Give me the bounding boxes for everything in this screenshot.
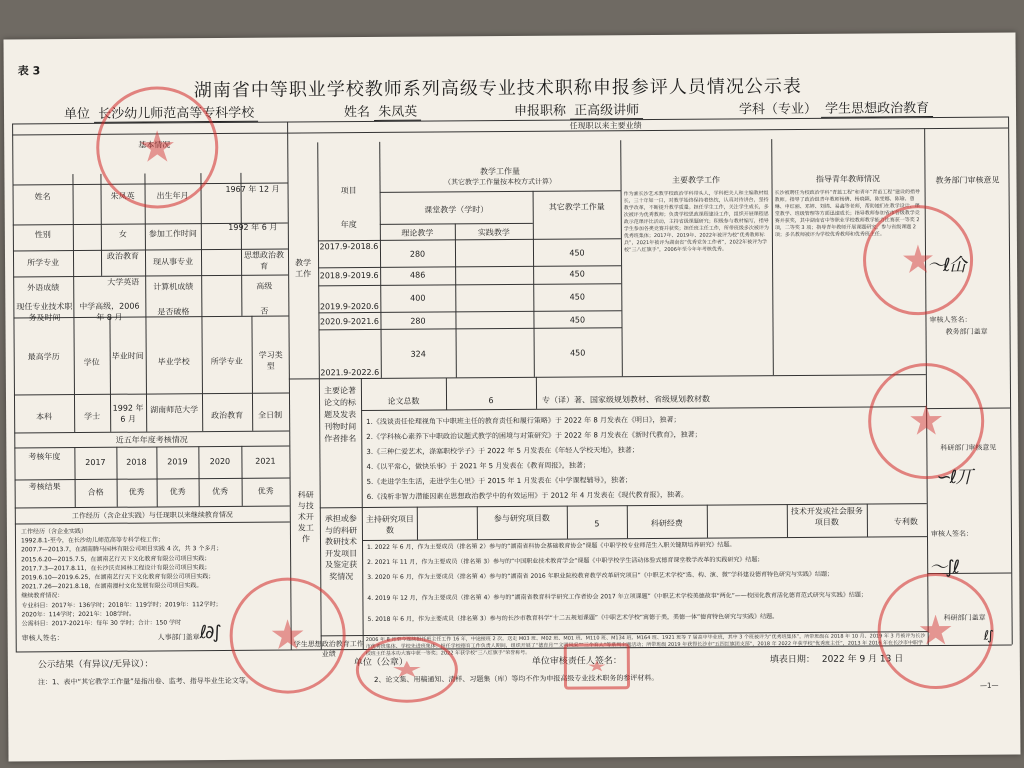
teaching-label: 教学工作 (295, 258, 312, 279)
list-item: 3.《三种仁爱艺术，涤塞职校学子》于 2022 年 5 月发表在《年轻人学校天地》，独著； (366, 446, 639, 457)
edu-value-5: 全日制 (258, 410, 283, 420)
student-work-label: 学生思想政治教育工作业绩 (293, 640, 364, 659)
project-label: 项目 (340, 186, 357, 196)
value-work-start: 1992 年 6 月 (228, 222, 278, 232)
label-language: 外语成绩 (27, 283, 60, 293)
name-seal-stamp (564, 643, 630, 689)
list-item: 4. 2019 年 12 月，作为主要成员（排名第 4）参与的“湖南省教育科学研究工作者协会 2017 年立项课题”《中职艺术学校美德故事“两化”——校园化教育活化德育范式研究与实践》结题； (367, 591, 867, 603)
guide-label: 指导青年教师情况 (815, 174, 881, 184)
row-practice (455, 269, 533, 270)
assess-year-1: 2018 (126, 457, 147, 467)
edu-header-3: 毕业学校 (157, 357, 190, 367)
name-field (344, 101, 421, 121)
leader-sign-label: 单位审核责任人签名： (531, 656, 622, 667)
edu-value-2: 1992 年 6 月 (112, 403, 144, 424)
reviewer-sign-label-2: 审核人签名： (930, 529, 973, 539)
label-work-start: 参加工作时间 (148, 229, 197, 239)
date-value: 2022 年 9 月 13 日 (821, 654, 904, 665)
handwritten-signature: ∽ℓ丌 (936, 466, 972, 489)
proj-header-patent: 专利数 (893, 517, 918, 527)
row-year: 2021.9-2022.6 (320, 367, 380, 378)
basic-section-title: 基本情况 (138, 140, 171, 150)
list-item: 5. 2018 年 6 月，作为主要成员（排名第 3）参与的长沙市教育科学“十二五规划课题”《中职艺术学校“寓德于美，美德一体”德育特色研究与实践》结题。 (367, 613, 779, 624)
hr-seal-label: 人事部门盖章 (157, 633, 200, 642)
list-item: 2.《学科核心素养下中职政治议题式教学的困境与对策研究》于 2022 年 8 月发表在《新时代教育》，独著； (366, 430, 702, 442)
row-practice (455, 248, 533, 249)
page-title: 湖南省中等职业学校教师系列高级专业技术职称申报参评人员情况公示表 (193, 75, 802, 102)
row-other: 450 (569, 269, 585, 279)
row-practice (455, 315, 533, 316)
main-work-label: 主要教学工作 (671, 175, 721, 185)
history-section-title: 工作经历（含企业实践）与任现职以来继续教育情况 (71, 510, 233, 521)
year-label: 年度 (340, 220, 357, 230)
assess-result-4: 优秀 (257, 486, 274, 496)
sci-dept-label: 科研部门审核意见 (940, 443, 997, 453)
assess-section-title: 近五年年度考核情况 (115, 435, 188, 445)
proj-header-join: 参与研究项目数 (493, 513, 550, 524)
name-label: 姓名 (343, 104, 371, 121)
row-theory: 400 (410, 293, 426, 303)
edu-header-5: 学习类型 (258, 350, 283, 371)
handwritten-signature: ℓ∫ (983, 628, 992, 644)
label-current-major: 现从事专业 (153, 257, 194, 267)
label-birth: 出生年月 (156, 191, 189, 201)
note-1: 注：1、表中“其它教学工作量”是指出卷、监考、指导毕业生论文等。 (37, 676, 253, 687)
edu-header-2: 毕业时间 (111, 351, 144, 361)
apply-title-label: 申报职称 (513, 103, 567, 119)
value-major: 政治教育 (106, 251, 140, 261)
handwritten-signature: ℓ∂∫ (199, 622, 220, 644)
history-text: 工作经历（含企业实践） 1992.8.1-至今，在长沙幼儿师范高等专科学校工作； 2007.7—2013.7，在湖南腾马园林有限公司项目实践 4 次，共 3 个多月； 2015.6.20—2015.7.5，在湖南艺行天下文化教育有限公司项目实践； 2017.7.3—2017.8.11，在长沙沃克园林工程设计有限公司项目实践； 2019.6.10—2019.6.25，在湖南艺行天下文化教育有限公司项目实践； 2021.7.26—2021.8.18，在湖南漫村文化发展有限公司项目实践。 继续教育情况： 专业科目：2017年：136学时；2018年：119学时；2019年：112学时； 2020年：114学时；2021年：108学时。 公需科目：2017-2021年：每年 30 学时；合计：150 学时 (20, 527, 223, 628)
proj-value-fund (707, 517, 787, 518)
paper-section-label: 主要论著论文的标题及发表刊物时间作者排名 (323, 386, 357, 444)
duty-section-title: 任现职以来主要业绩 (569, 121, 642, 131)
handwritten-signature: 〜∫ℓ (929, 556, 959, 579)
row-year: 2020.9-2021.6 (320, 316, 379, 327)
school-seal-stamp (229, 577, 346, 694)
history-reviewer-label: 审核人签名： (21, 634, 64, 643)
proj-header-fund: 科研经费 (650, 518, 683, 529)
reviewer-sign-label-1: 审核人签名： (929, 315, 972, 325)
list-item: 1. 2022 年 6 月，作为主要成员（排名第 2）参与的“湖南省科协会基础教育协会”课题《中职学校专业师范生入职关键期培养研究》结题。 (367, 541, 736, 552)
row-theory: 486 (409, 270, 426, 280)
edu-value-4: 政治教育 (211, 410, 244, 421)
list-item: 5.《走进学生生活，走进学生心里》于 2015 年 1 月发表在《中学课程辅导》，独著； (366, 476, 632, 487)
proj-header-host: 主持研究项目数 (365, 514, 414, 535)
practice-label: 实践教学 (477, 228, 510, 238)
public-result-label: 公示结果（有异议/无异议）： (37, 659, 154, 671)
edu-value-3: 湖南师范大学 (150, 405, 199, 415)
value-current-major: 思想政治教育 (243, 250, 285, 271)
row-theory: 280 (410, 316, 426, 326)
label-exempt: 是否破格 (157, 307, 190, 317)
paper-count: 6 (488, 396, 494, 406)
theory-label: 理论教学 (401, 228, 434, 238)
value-language: 大学英语 (107, 277, 140, 287)
row-practice (455, 292, 533, 293)
row-practice (456, 348, 534, 349)
label-computer: 计算机成绩 (153, 282, 194, 292)
unit-label: 单位 (63, 106, 91, 123)
label-major: 所学专业 (27, 258, 60, 268)
edu-value-1: 学士 (84, 411, 101, 421)
workload-label: 教学工作量 (479, 166, 520, 177)
project-section-label: 承担或参与的科研教研技术开发项目及鉴定获奖情况 (324, 514, 358, 581)
class-hours-label: 课堂教学（学时） (424, 205, 489, 215)
school-seal-stamp (96, 86, 219, 209)
assess-year-2: 2019 (167, 457, 188, 467)
value-computer: 高级 (256, 281, 273, 291)
dept-seal-label: 教务部门盖章 (945, 327, 988, 336)
value-name: 朱凤英 (110, 191, 135, 201)
edu-header-1: 学位 (83, 357, 100, 367)
main-work-text: 作为素长沙艺术教学校政治学科带头人，学科把关人和主编教材组长，三十年如一日，对教学始终保持着热忱，认真对待讲台，坚持教学改革，不断提升教学质量。担任学生工作，关注学生成长，多次被评为优秀教师；负责学校思政课程建设工作，组织开展课程思政示范课评比活动，主持省级课题研究；积极参与教材编写，指导学生参加各类竞赛并获奖；担任班主任工作，所带班级多次被评为优秀班集体；2017年、2019年、2022年被评为校“优秀教师标兵”，2021年被评为湖南省“优秀党务工作者”，2022年被评为学校“三八红旗手”，2006年至今年年考核优秀。 (623, 190, 769, 254)
label-gender: 性别 (34, 230, 51, 240)
row-other: 450 (569, 315, 586, 325)
row-year: 2019.9-2020.6 (319, 301, 379, 312)
table-grid (3, 32, 1015, 39)
row-other: 450 (569, 248, 585, 258)
subject-label: 学科（专业） (738, 101, 818, 118)
assess-year-0: 2017 (85, 457, 106, 467)
row-other: 450 (570, 348, 586, 358)
assess-result-3: 优秀 (212, 486, 229, 497)
apply-title-field (514, 99, 643, 119)
date-label: 填表日期： (769, 654, 815, 666)
value-birth: 1967 年 12 月 (225, 184, 280, 194)
sci-seal-label: 科研部门盖章 (943, 613, 986, 622)
guide-text: 长沙被聘任为校政治学科“青蓝工程”和青年“青苗工程”建设的指导教师。指导了政治组青年教师杨倩、杨晓颖、陈雯娜、陈瑜、曾琳、申红丽、邓婷、刘锦、易鑫等老师，帮助她们在教学设计、课堂教学、班级管理等方面迅速成长；指导教师参加省市各级教学竞赛并获奖，其中湖南省中等职业学校教师教学能力比赛获一等奖 2 项，二等奖 3 项；指导青年教师开展课题研究，参与省级课题 2 项；多名教师被评为学校优秀教师和优秀班主任。 (774, 189, 920, 239)
school-seal-stamp (877, 573, 994, 690)
label-name: 姓名 (34, 192, 51, 202)
row-theory: 324 (410, 349, 426, 359)
assess-result-0: 合格 (87, 487, 104, 497)
assess-result-1: 优秀 (128, 487, 145, 497)
note-2: 2、论文集、用稿通知、清样、习题集（库）等均不作为申报高级专业技术职务的参评材料。 (373, 673, 659, 684)
assess-result-2: 优秀 (169, 487, 186, 497)
list-item: 4.《以平常心，做快乐事》于 2021 年 5 月发表在《教育周报》，独著； (366, 461, 590, 472)
table-number: 表 3 (17, 64, 41, 78)
announcement-sheet (3, 32, 1020, 761)
value-gender: 女 (118, 229, 127, 239)
dept-review-label: 教务部门审核意见 (935, 175, 1000, 186)
list-item: 1.《浅谈责任伦理视角下中职班主任的教育责任和履行策略》于 2022 年 8 月发表在《明日》，独著； (366, 415, 681, 427)
unit-value: 长沙幼儿师范高等专科学校 (94, 106, 258, 123)
page-number: —1— (979, 681, 999, 690)
row-theory: 280 (409, 249, 426, 259)
other-workload-label: 其它教学工作量 (548, 202, 605, 212)
edu-header-4: 所学专业 (210, 356, 243, 367)
assess-result-label: 考核结果 (28, 482, 61, 492)
proj-value-join: 5 (594, 519, 600, 529)
handwritten-signature: 〜ℓ仚 (927, 254, 965, 277)
value-current-title: 中学高级，2006 年 8 月 (79, 301, 140, 322)
assess-year-label: 考核年度 (28, 452, 61, 462)
list-item: 6.《浅析非智力潜能因素在思想政治教学中的有效运用》于 2012 年 4 月发表在《现代教育报》，独著。 (366, 490, 689, 502)
unit-seal-stamp (353, 636, 458, 703)
edu-header-0: 最高学历 (27, 352, 60, 362)
paper-count-label: 论文总数 (387, 396, 420, 406)
student-work-text: 2006 年 8 月至今连续担任班主任工作 16 年，中途接班 2 次。送走 M03 班、M02 班、M01 班、M110 班、M134 班、M164 班、1921 班等 7 届高中毕业班，其中 3 个班被评为“优秀班集体”，所带班级在 2018 年 10 月、2019 年 3 月被评为长沙市优秀班集体、学校先进班集体；担任学校德育工作负责人期间，组织开展了“德育月”“文明风采”“三个育人”等系列主题活动；所带班级 2019 年获得长沙市“五四红旗团支部”，2018 年 2022 年获学校“优秀班主任”，2013 年 2016 年在长沙市中职学校班主任基本功大赛中获一等奖；2022 年获学校“三八红旗手”荣誉称号。 (365, 633, 926, 658)
apply-title-value: 正高级讲师 (570, 103, 643, 120)
assess-year-3: 2020 (209, 456, 231, 467)
proj-header-tech: 技术开发或社会服务项目数 (790, 506, 863, 527)
value-exempt: 否 (260, 306, 269, 316)
edu-value-0: 本科 (36, 412, 53, 422)
label-current-title: 现任专业技术职务及时间 (16, 302, 73, 323)
subject-value: 学生思想政治教育 (821, 101, 933, 118)
row-year: 2018.9-2019.6 (319, 270, 379, 281)
unit-seal-label: 单位（公章） (353, 657, 408, 669)
list-item: 3. 2020 年 6 月，作为主要成员（排名第 4）参与的“湖南省 2016 年职业院校教育教学改革研究项目”《中职艺术学校“选、构、演、微”学科建设德育特色研究与实践》结题； (367, 570, 833, 582)
name-value: 朱凤英 (374, 105, 421, 121)
workload-sub-label: （其它教学工作量按本校方式计算） (443, 177, 557, 187)
row-year: 2017.9-2018.6 (319, 241, 379, 252)
list-item: 2. 2021 年 11 月，作为主要成员（排名第 3）参与的“中国职业技术教育学会”课题《中职学校学生活动体验式德育课堂教学改革的实践研究》结题； (367, 556, 764, 567)
assess-year-4: 2021 (255, 456, 276, 466)
row-other: 450 (569, 292, 585, 302)
subject-field (739, 97, 933, 117)
research-label: 科研与技术开发工作 (297, 490, 314, 544)
book-count-label: 专（译）著、国家级规划教材、省级规划教材数 (541, 394, 711, 405)
